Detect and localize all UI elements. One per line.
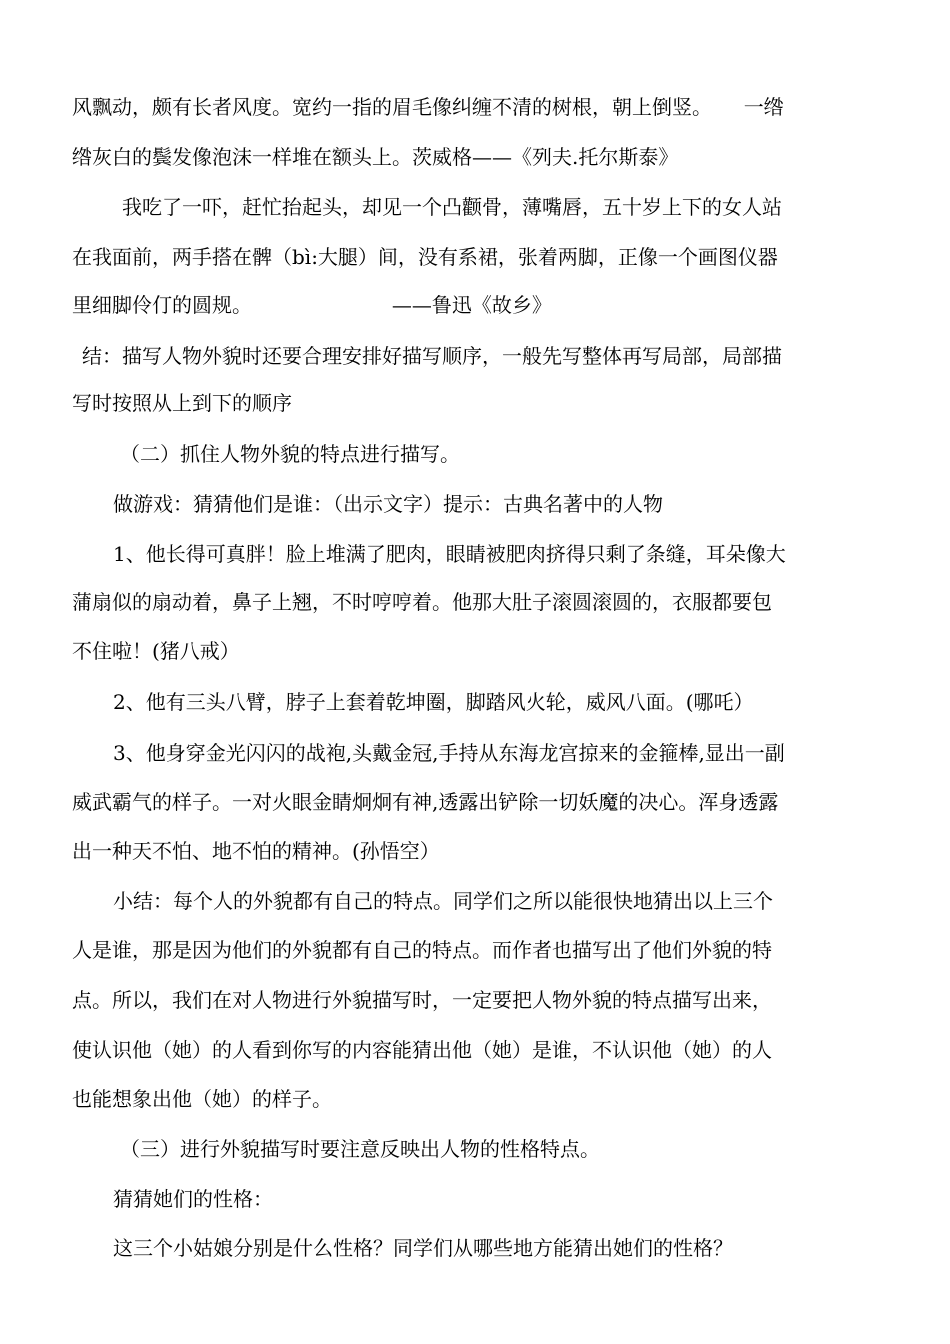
text-line: 这三个小姑娘分别是什么性格？同学们从哪些地方能猜出她们的性格？ — [113, 1236, 733, 1260]
text-line: 做游戏：猜猜他们是谁：（出示文字）提示：古典名著中的人物 — [113, 492, 663, 516]
summary-line: 小结：每个人的外貌都有自己的特点。同学们之所以能很快地猜出以上三个 — [113, 889, 773, 913]
text-line: 风飘动，颇有长者风度。宽约一指的眉毛像纠缠不清的树根，朝上倒竖。 一绺 — [72, 95, 784, 119]
section-heading: （三）进行外貌描写时要注意反映出人物的性格特点。 — [120, 1137, 600, 1161]
text-line: 猜猜她们的性格： — [113, 1187, 273, 1211]
text-line: 蒲扇似的扇动着，鼻子上翘，不时哼哼着。他那大肚子滚圆滚圆的，衣服都要包 — [72, 590, 772, 614]
text-line: 威武霸气的样子。一对火眼金睛炯炯有神,透露出铲除一切妖魔的决心。浑身透露 — [72, 790, 779, 814]
section-heading: （二）抓住人物外貌的特点进行描写。 — [120, 442, 460, 466]
text-line: 里细脚伶仃的圆规。 ——鲁迅《故乡》 — [72, 293, 552, 317]
text-line: 人是谁，那是因为他们的外貌都有自己的特点。而作者也描写出了他们外貌的特 — [72, 938, 772, 962]
text-line: 使认识他（她）的人看到你写的内容能猜出他（她）是谁，不认识他（她）的人 — [72, 1038, 772, 1062]
text-line: 在我面前，两手搭在髀（bì:大腿）间，没有系裙，张着两脚，正像一个画图仪器 — [72, 245, 778, 269]
text-line: 也能想象出他（她）的样子。 — [72, 1087, 332, 1111]
summary-line: 结：描写人物外貌时还要合理安排好描写顺序，一般先写整体再写局部，局部描 — [82, 344, 782, 368]
text-line: 绺灰白的鬓发像泡沫一样堆在额头上。茨威格——《列夫.托尔斯泰》 — [72, 145, 679, 169]
summary-line: 写时按照从上到下的顺序 — [72, 391, 292, 415]
list-item: 1、他长得可真胖！脸上堆满了肥肉，眼睛被肥肉挤得只剩了条缝，耳朵像大 — [113, 542, 786, 566]
list-item: 2、他有三头八臂，脖子上套着乾坤圈，脚踏风火轮，威风八面。(哪吒） — [113, 690, 754, 714]
text-line: 不住啦！(猪八戒） — [72, 639, 240, 663]
text-line: 点。所以，我们在对人物进行外貌描写时，一定要把人物外貌的特点描写出来， — [72, 988, 772, 1012]
text-line: 出一种天不怕、地不怕的精神。(孙悟空） — [72, 839, 440, 863]
text-line: 我吃了一吓，赶忙抬起头，却见一个凸颧骨，薄嘴唇，五十岁上下的女人站 — [122, 195, 782, 219]
list-item: 3、他身穿金光闪闪的战袍,头戴金冠,手持从东海龙宫掠来的金箍棒,显出一副 — [113, 741, 785, 765]
